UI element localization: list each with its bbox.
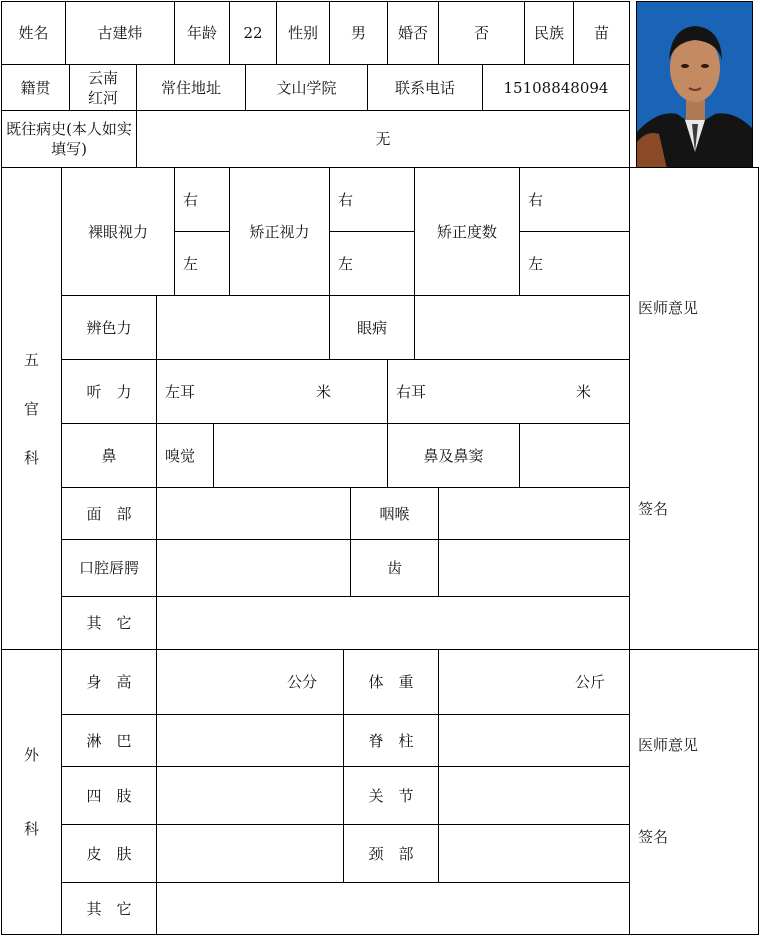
native-place-label: 籍贯 bbox=[1, 64, 70, 111]
color-vision-value[interactable] bbox=[156, 295, 330, 360]
gender-label: 性别 bbox=[276, 1, 330, 65]
lymph-label: 淋 巴 bbox=[61, 714, 157, 767]
corrected-vision-left[interactable]: 左 bbox=[329, 231, 415, 296]
face-value[interactable] bbox=[156, 487, 351, 540]
ent-section-label bbox=[1, 167, 62, 650]
surgery-char-2: 科 bbox=[23, 820, 39, 838]
surgery-doctor-opinion-label: 医师意见 bbox=[638, 736, 699, 754]
oral-lip-palate-label: 口腔唇腭 bbox=[61, 539, 157, 597]
address-value[interactable]: 文山学院 bbox=[245, 64, 368, 111]
ethnicity-value[interactable]: 苗 bbox=[573, 1, 630, 65]
medical-history-label: 既往病史(本人如实填写) bbox=[1, 110, 137, 168]
limbs-label: 四 肢 bbox=[61, 766, 157, 825]
lymph-value[interactable] bbox=[156, 714, 344, 767]
weight-value[interactable] bbox=[438, 649, 630, 715]
ent-doctor-column[interactable] bbox=[629, 167, 759, 650]
correction-degree-label: 矫正度数 bbox=[414, 167, 520, 296]
portrait-image bbox=[637, 2, 753, 168]
right-ear-label: 右耳 bbox=[396, 382, 427, 401]
limbs-value[interactable] bbox=[156, 766, 344, 825]
skin-label: 皮 肤 bbox=[61, 824, 157, 883]
surgery-signature-label: 签名 bbox=[638, 828, 669, 846]
left-ear-unit: 米 bbox=[316, 382, 332, 401]
ethnicity-label: 民族 bbox=[524, 1, 574, 65]
oral-lip-palate-value[interactable] bbox=[156, 539, 351, 597]
joints-label: 关 节 bbox=[343, 766, 439, 825]
marital-value[interactable]: 否 bbox=[438, 1, 525, 65]
nose-label: 鼻 bbox=[61, 423, 157, 488]
neck-value[interactable] bbox=[438, 824, 630, 883]
throat-value[interactable] bbox=[438, 487, 630, 540]
nasal-sinus-label: 鼻及鼻窦 bbox=[387, 423, 520, 488]
right-ear-field[interactable] bbox=[387, 359, 630, 424]
right-ear-unit: 米 bbox=[576, 382, 592, 401]
left-ear-field[interactable] bbox=[156, 359, 388, 424]
age-value[interactable]: 22 bbox=[229, 1, 277, 65]
phone-value[interactable]: 15108848094 bbox=[482, 64, 630, 111]
teeth-label: 齿 bbox=[350, 539, 439, 597]
surgery-doctor-column[interactable] bbox=[629, 649, 759, 935]
surgery-char-1: 外 bbox=[23, 746, 39, 764]
weight-unit: 公斤 bbox=[574, 673, 605, 691]
naked-eye-vision-label: 裸眼视力 bbox=[61, 167, 175, 296]
smell-label: 嗅觉 bbox=[156, 423, 214, 488]
spine-value[interactable] bbox=[438, 714, 630, 767]
ent-char-3: 科 bbox=[23, 448, 39, 467]
correction-degree-right[interactable]: 右 bbox=[519, 167, 630, 232]
height-unit: 公分 bbox=[286, 673, 317, 691]
gender-value[interactable]: 男 bbox=[329, 1, 388, 65]
color-vision-label: 辨色力 bbox=[61, 295, 157, 360]
height-value[interactable] bbox=[156, 649, 344, 715]
phone-label: 联系电话 bbox=[367, 64, 483, 111]
eye-disease-label: 眼病 bbox=[329, 295, 415, 360]
portrait-photo bbox=[636, 1, 753, 168]
surgery-section-label bbox=[1, 649, 62, 935]
ent-char-2: 官 bbox=[23, 399, 39, 418]
ent-other-value[interactable] bbox=[156, 596, 630, 650]
teeth-value[interactable] bbox=[438, 539, 630, 597]
left-ear-label: 左耳 bbox=[165, 382, 196, 401]
skin-value[interactable] bbox=[156, 824, 344, 883]
spine-label: 脊 柱 bbox=[343, 714, 439, 767]
address-label: 常住地址 bbox=[136, 64, 246, 111]
smell-value[interactable] bbox=[213, 423, 388, 488]
height-label: 身 高 bbox=[61, 649, 157, 715]
marital-label: 婚否 bbox=[387, 1, 439, 65]
age-label: 年龄 bbox=[174, 1, 230, 65]
correction-degree-left[interactable]: 左 bbox=[519, 231, 630, 296]
eye-disease-value[interactable] bbox=[414, 295, 630, 360]
surgery-other-label: 其 它 bbox=[61, 882, 157, 935]
corrected-vision-label: 矫正视力 bbox=[229, 167, 330, 296]
ent-other-label: 其 它 bbox=[61, 596, 157, 650]
nasal-sinus-value[interactable] bbox=[519, 423, 630, 488]
ent-doctor-opinion-label: 医师意见 bbox=[638, 299, 699, 317]
ent-char-1: 五 bbox=[23, 350, 39, 369]
face-label: 面 部 bbox=[61, 487, 157, 540]
name-label: 姓名 bbox=[1, 1, 66, 65]
surgery-other-value[interactable] bbox=[156, 882, 630, 935]
medical-history-value[interactable]: 无 bbox=[136, 110, 630, 168]
naked-eye-left[interactable]: 左 bbox=[174, 231, 230, 296]
hearing-label: 听 力 bbox=[61, 359, 157, 424]
naked-eye-right[interactable]: 右 bbox=[174, 167, 230, 232]
joints-value[interactable] bbox=[438, 766, 630, 825]
neck-label: 颈 部 bbox=[343, 824, 439, 883]
corrected-vision-right[interactable]: 右 bbox=[329, 167, 415, 232]
name-value[interactable]: 古建炜 bbox=[65, 1, 175, 65]
native-place-value[interactable]: 云南红河 bbox=[69, 64, 137, 111]
throat-label: 咽喉 bbox=[350, 487, 439, 540]
ent-signature-label: 签名 bbox=[638, 500, 669, 518]
weight-label: 体 重 bbox=[343, 649, 439, 715]
